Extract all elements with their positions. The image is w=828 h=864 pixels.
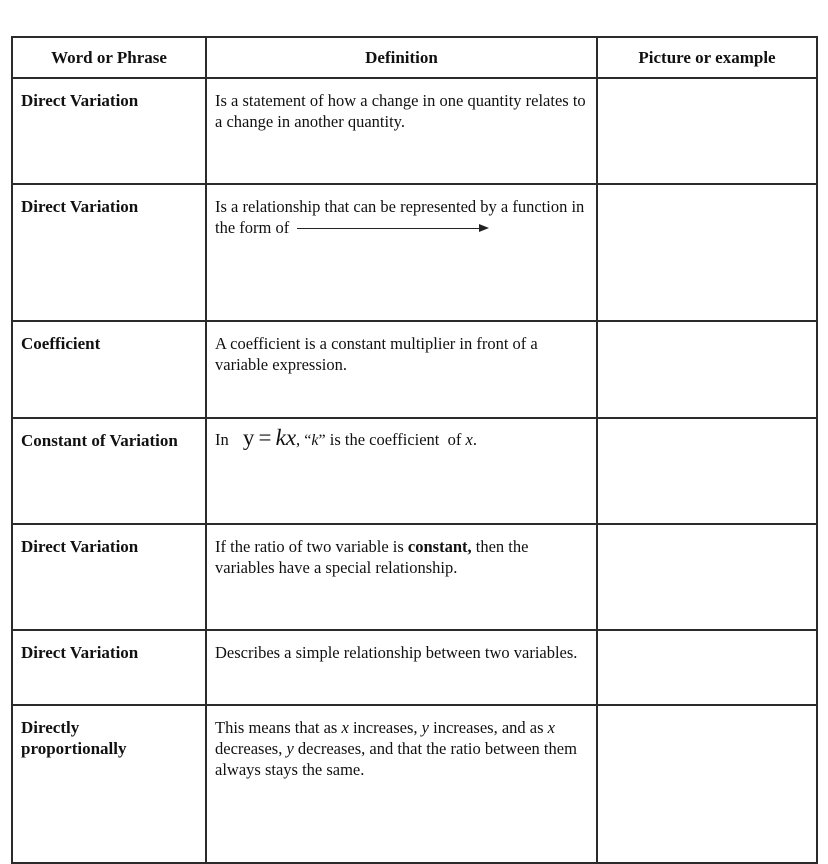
term-cell: Direct Variation — [12, 78, 206, 184]
table-row — [12, 524, 817, 630]
header-definition: Definition — [206, 37, 597, 78]
definition-text: then the variables have a special relationship. — [215, 537, 529, 577]
table-row — [12, 321, 817, 418]
definition-cell — [206, 524, 597, 630]
table-row — [12, 630, 817, 705]
variable-x: x — [465, 430, 473, 449]
term-cell: Directly proportionally — [12, 705, 206, 863]
picture-cell — [597, 418, 817, 524]
header-picture-or-example: Picture or example — [597, 37, 817, 78]
picture-cell — [597, 184, 817, 321]
term-cell: Coefficient — [12, 321, 206, 418]
definition-cell: Describes a simple relationship between two variables. — [206, 630, 597, 705]
definition-bold-text: constant, — [407, 537, 472, 556]
definition-text: Is a relationship that can be represented by a function in the form of — [215, 197, 585, 237]
table-row — [12, 418, 817, 524]
definition-text: In — [215, 430, 229, 449]
definition-text: This means that as — [215, 718, 338, 737]
definition-text: increases, — [352, 718, 418, 737]
variable-y: y — [421, 718, 429, 737]
header-word-or-phrase: Word or Phrase — [12, 37, 206, 78]
definition-text: is the coefficient of — [329, 430, 462, 449]
definition-text: If the ratio of two variable is — [215, 537, 404, 556]
definition-text: decreases, — [215, 739, 283, 758]
definition-text: decreases, and that the ratio between them always stays the same. — [215, 739, 577, 779]
picture-cell — [597, 630, 817, 705]
definition-text: , — [296, 430, 301, 449]
picture-cell — [597, 705, 817, 863]
definition-text: increases, and as — [433, 718, 544, 737]
definition-cell: Is a statement of how a change in one quantity relates to a change in another quantity. — [206, 78, 597, 184]
picture-cell — [597, 321, 817, 418]
term-cell: Constant of Variation — [12, 418, 206, 524]
definition-cell — [206, 705, 597, 863]
equation-equals: = — [258, 425, 272, 450]
variable-x: x — [341, 718, 349, 737]
variable-k: k — [311, 432, 319, 449]
definition-cell — [206, 418, 597, 524]
term-cell: Direct Variation — [12, 524, 206, 630]
term-cell: Direct Variation — [12, 630, 206, 705]
arrow-right-icon — [297, 223, 489, 235]
equation-y: y — [242, 425, 255, 450]
table-row — [12, 78, 817, 184]
equation-kx: kx — [275, 425, 297, 450]
variable-x: x — [547, 718, 555, 737]
definition-text: “ — [304, 432, 312, 449]
term-cell: Direct Variation — [12, 184, 206, 321]
picture-cell — [597, 524, 817, 630]
definition-text: . — [472, 430, 477, 449]
header-row — [12, 37, 817, 78]
definition-cell: A coefficient is a constant multiplier in front of a variable expression. — [206, 321, 597, 418]
picture-cell — [597, 78, 817, 184]
table-row — [12, 705, 817, 863]
table-row — [12, 184, 817, 321]
variable-y: y — [286, 739, 294, 758]
definition-cell — [206, 184, 597, 321]
definition-text: ” — [318, 432, 326, 449]
vocabulary-table — [11, 36, 818, 864]
